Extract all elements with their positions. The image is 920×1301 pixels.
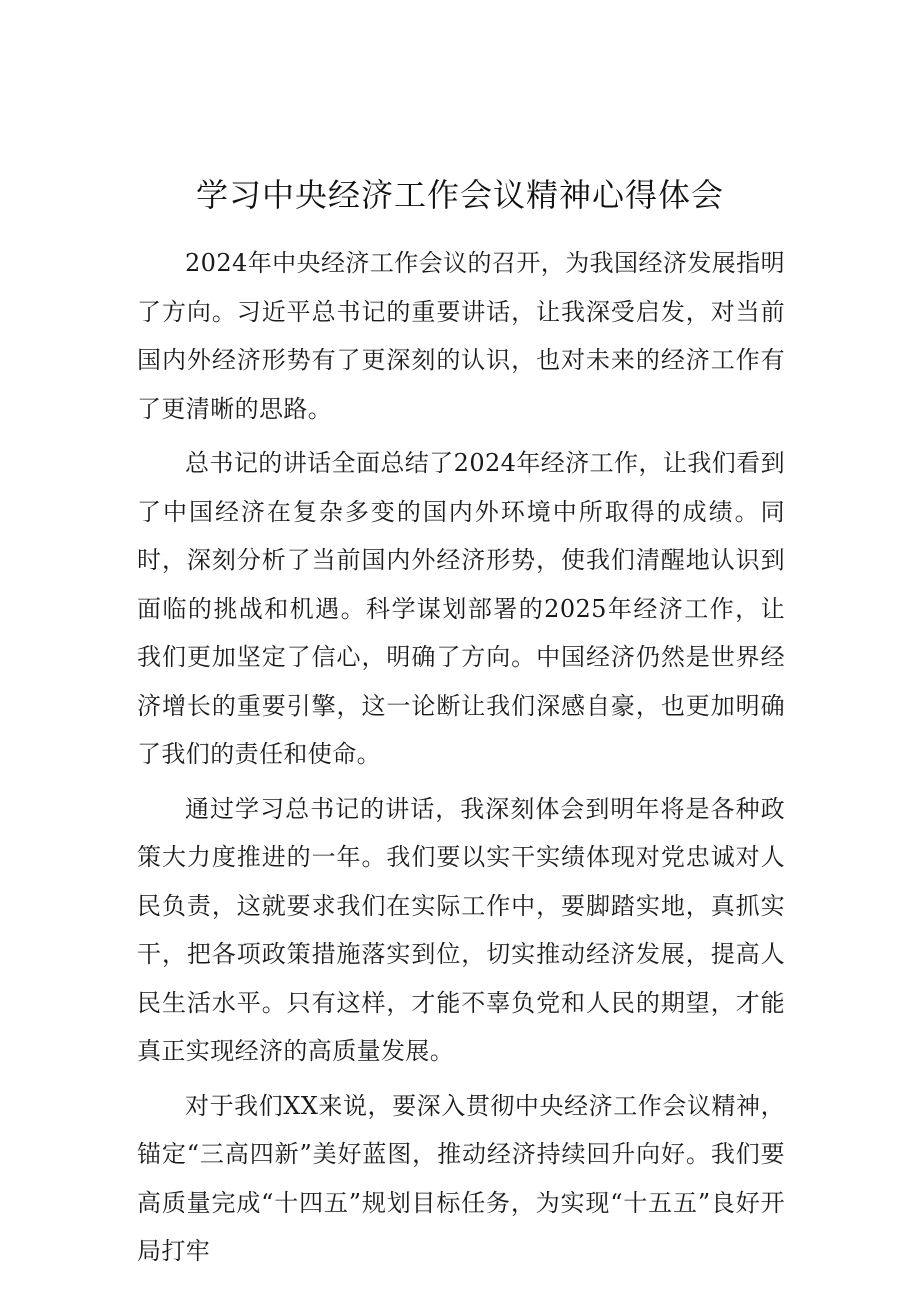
page-title: 学习中央经济工作会议精神心得体会: [195, 176, 724, 214]
paragraph-1: 2024年中央经济工作会议的召开，为我国经济发展指明了方向。习近平总书记的重要讲话，让我深受启发，对当前国内外经济形势有了更深刻的认识，也对未来的经济工作有了更清晰的思路。: [137, 249, 785, 423]
paragraph-2: 总书记的讲话全面总结了2024年经济工作，让我们看到了中国经济在复杂多变的国内外环境中所取得的成绩。同时，深刻分析了当前国内外经济形势，使我们清醒地认识到面临的挑战和机遇。科学谋划部署的2025年经济工作，让我们更加坚定了信心，明确了方向。中国经济仍然是世界经济增长的重要引擎，这一论断让我们深感自豪，也更加明确了我们的责任和使命。: [137, 449, 785, 768]
paragraph-4: 对于我们XX来说，要深入贯彻中央经济工作会议精神，锚定“三高四新”美好蓝图，推动经济持续回升向好。我们要高质量完成“十四五”规划目标任务，为实现“十五五”良好开局打牢: [137, 1091, 785, 1265]
paragraph-3: 通过学习总书记的讲话，我深刻体会到明年将是各种政策大力度推进的一年。我们要以实干实绩体现对党忠诚对人民负责，这就要求我们在实际工作中，要脚踏实地，真抓实干，把各项政策措施落实到位，切实推动经济发展，提高人民生活水平。只有这样，才能不辜负党和人民的期望，才能真正实现经济的高质量发展。: [137, 794, 785, 1065]
document-body: [137, 239, 785, 1282]
